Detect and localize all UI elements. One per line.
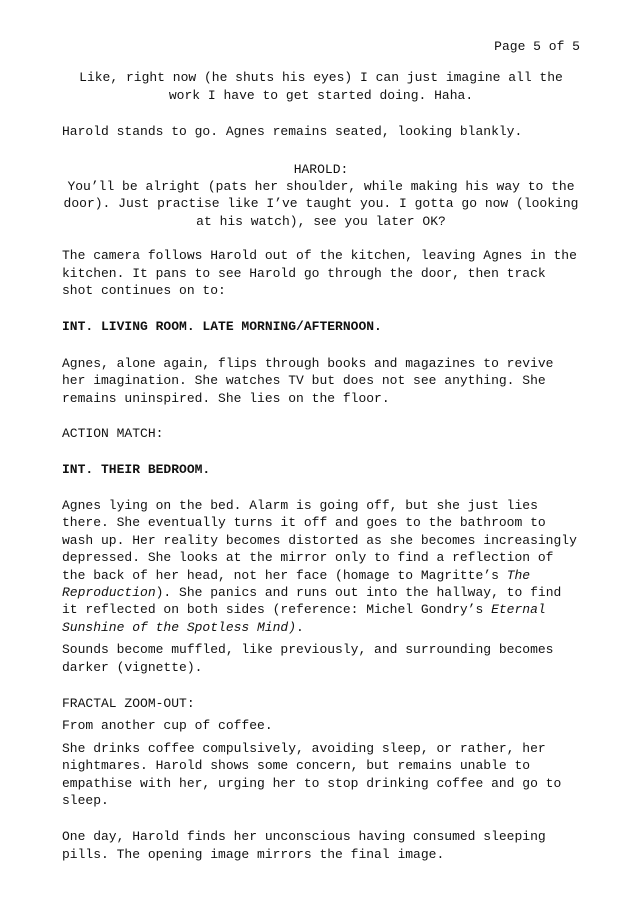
- action-line: Harold stands to go. Agnes remains seated, looking blankly.: [62, 124, 523, 140]
- action-text: .: [296, 619, 304, 635]
- scene-heading: INT. LIVING ROOM. LATE MORNING/AFTERNOON.: [62, 319, 382, 335]
- action-line: She drinks coffee compulsively, avoiding sleep, or rather, her nightmares. Harold shows some concern, but remains unable to empathise with her, urging her to stop drinking coffee and go to sleep.: [62, 740, 562, 808]
- dialogue-line: You’ll be alright (pats her shoulder, while making his way to the door). Just practise like I’ve taught you. I gotta go now (looking at his watch), see you later OK?: [63, 179, 579, 229]
- action-line: The camera follows Harold out of the kitchen, leaving Agnes in the kitchen. It pans to see Harold go through the door, then track shot continues on to:: [62, 248, 577, 299]
- page-number: Page 5 of 5: [494, 39, 580, 54]
- film-title: Eternal Sunshine of the Spotless Mind): [62, 602, 546, 635]
- action-text: ). She panics and runs out into the hallway, to find it reflected on both sides (reference: Michel Gondry’s: [62, 584, 562, 618]
- action-line: One day, Harold finds her unconscious having consumed sleeping pills. The opening image mirrors the final image.: [62, 829, 546, 862]
- scene-heading: INT. THEIR BEDROOM.: [62, 461, 211, 477]
- action-line: From another cup of coffee.: [62, 718, 273, 734]
- character-name: HAROLD:: [293, 161, 349, 177]
- action-line: Sounds become muffled, like previously, and surrounding becomes darker (vignette).: [62, 642, 554, 675]
- dialogue-line: Like, right now (he shuts his eyes) I can just imagine all the work I have to get started doing. Haha.: [79, 70, 563, 103]
- action-line: Agnes, alone again, flips through books and magazines to revive her imagination. She watches TV but does not see anything. She remains uninspired. She lies on the floor.: [62, 355, 554, 406]
- artwork-title: The Reproduction: [62, 567, 531, 600]
- action-text: Agnes lying on the bed. Alarm is going off, but she just lies there. She eventually turns it off and goes to the bathroom to wash up. Her reality becomes distorted as she becomes increasingly depressed. She looks at the mirror only to find a reflection of the back of her head, not her face (homage to Magritte’s: [62, 497, 577, 583]
- transition: FRACTAL ZOOM-OUT:: [62, 695, 195, 711]
- action-line: [62, 497, 580, 636]
- transition: ACTION MATCH:: [62, 426, 164, 442]
